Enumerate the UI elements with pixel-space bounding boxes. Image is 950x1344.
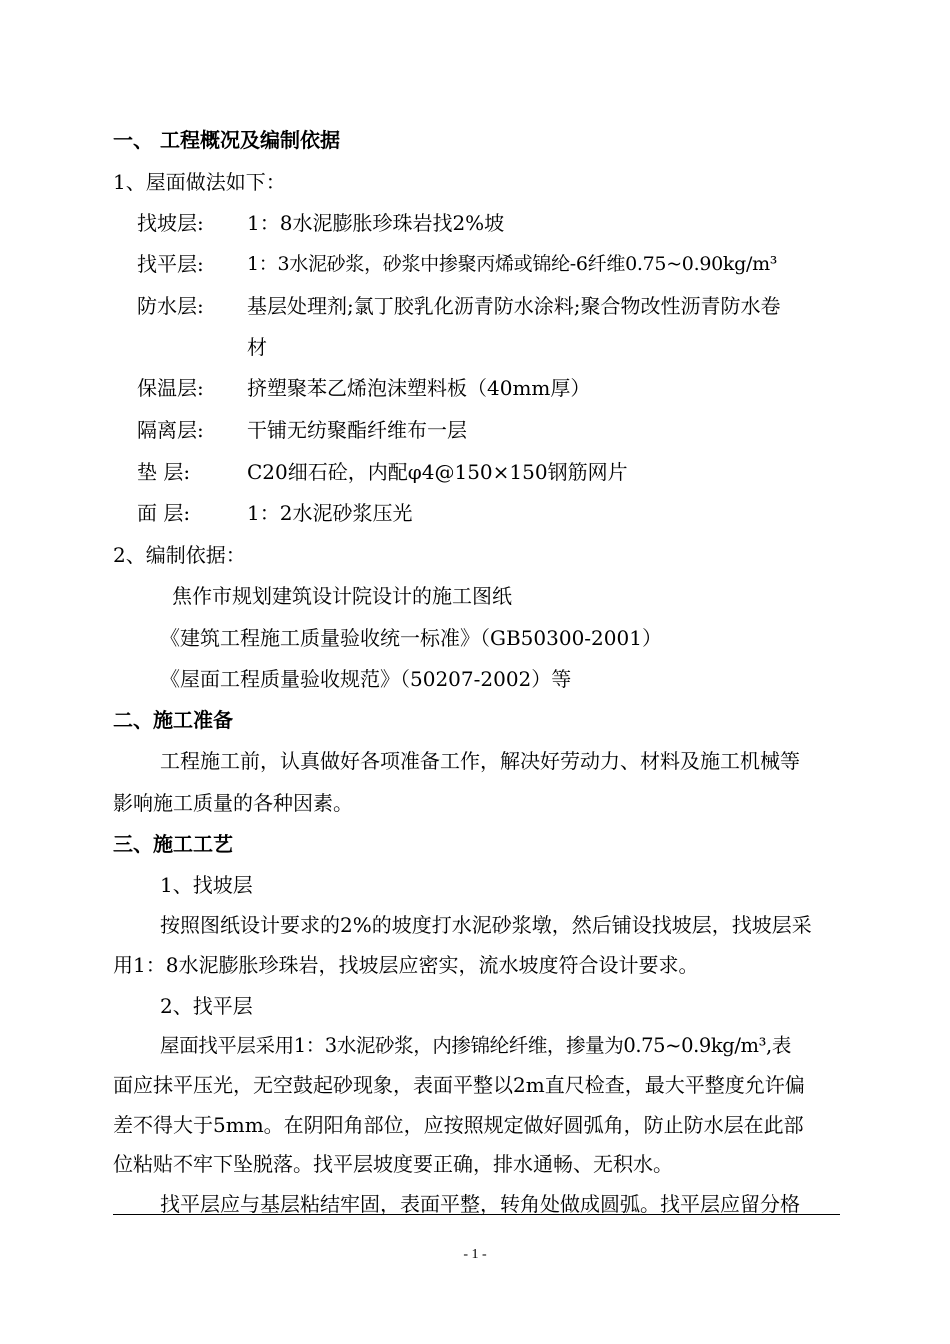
layer-value: 干铺无纺聚酯纤维布一层 bbox=[247, 418, 467, 442]
basis-item: 《建筑工程施工质量验收统一标准》（GB50300-2001） bbox=[160, 626, 662, 650]
paragraph-line: 差不得大于5mm。在阴阳角部位，应按照规定做好圆弧角，防止防水层在此部 bbox=[113, 1113, 804, 1137]
paragraph-line: 找平层应与基层粘结牢固，表面平整，转角处做成圆弧。找平层应留分格 bbox=[160, 1192, 800, 1216]
section-1-heading: 一、 工程概况及编制依据 bbox=[113, 128, 340, 152]
footer-rule bbox=[113, 1214, 840, 1215]
layer-label: 找坡层: bbox=[137, 211, 204, 235]
layer-label: 保温层: bbox=[137, 376, 204, 400]
layer-value: 1：3水泥砂浆，砂浆中掺聚丙烯或锦纶-6纤维0.75~0.90kg/m³ bbox=[247, 253, 778, 275]
item-heading: 2、找平层 bbox=[160, 994, 253, 1018]
layer-label: 防水层: bbox=[137, 294, 204, 318]
layer-value: C20细石砼，内配φ4@150×150钢筋网片 bbox=[247, 460, 628, 484]
paragraph-line: 工程施工前，认真做好各项准备工作，解决好劳动力、材料及施工机械等 bbox=[160, 749, 800, 773]
layer-value: 基层处理剂;氯丁胶乳化沥青防水涂料;聚合物改性沥青防水卷 bbox=[247, 294, 781, 318]
layer-label: 找平层: bbox=[137, 252, 204, 276]
layer-value: 1：8水泥膨胀珍珠岩找2%坡 bbox=[247, 211, 505, 235]
subheading-basis: 2、编制依据： bbox=[113, 543, 246, 567]
basis-item: 焦作市规划建筑设计院设计的施工图纸 bbox=[172, 584, 512, 608]
paragraph-line: 按照图纸设计要求的2%的坡度打水泥砂浆墩，然后铺设找坡层，找坡层采 bbox=[160, 913, 812, 937]
item-heading: 1、找坡层 bbox=[160, 873, 253, 897]
layer-value: 1：2水泥砂浆压光 bbox=[247, 501, 413, 525]
paragraph-line: 用1：8水泥膨胀珍珠岩，找坡层应密实，流水坡度符合设计要求。 bbox=[113, 953, 699, 977]
paragraph-line: 面应抹平压光，无空鼓起砂现象，表面平整以2m直尺检查，最大平整度允许偏 bbox=[113, 1073, 805, 1097]
layer-value: 挤塑聚苯乙烯泡沫塑料板（40mm厚） bbox=[247, 376, 591, 400]
paragraph-line: 屋面找平层采用1：3水泥砂浆，内掺锦纶纤维，掺量为0.75~0.9kg/m³,表 bbox=[160, 1034, 791, 1057]
subheading-roof-method: 1、屋面做法如下： bbox=[113, 170, 286, 194]
layer-value-continuation: 材 bbox=[247, 335, 267, 359]
section-2-heading: 二、施工准备 bbox=[113, 708, 233, 732]
layer-label: 隔离层: bbox=[137, 418, 204, 442]
layer-label: 垫 层: bbox=[137, 460, 191, 484]
layer-label: 面 层: bbox=[137, 501, 191, 525]
page-number: - 1 - bbox=[463, 1247, 487, 1262]
section-3-heading: 三、施工工艺 bbox=[113, 832, 233, 856]
paragraph-line: 影响施工质量的各种因素。 bbox=[113, 791, 353, 815]
paragraph-line: 位粘贴不牢下坠脱落。找平层坡度要正确，排水通畅、无积水。 bbox=[113, 1152, 673, 1176]
basis-item: 《屋面工程质量验收规范》（50207-2002）等 bbox=[160, 667, 572, 691]
